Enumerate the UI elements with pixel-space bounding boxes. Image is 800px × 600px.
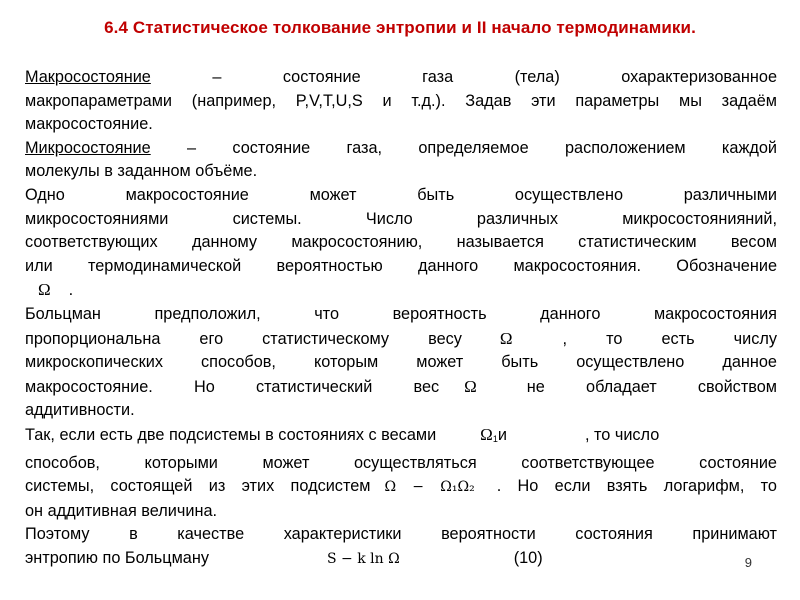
omega-symbol: Ω: [38, 280, 51, 300]
one-line2: микросостояниями системы. Число различных микросостоянияний,: [25, 209, 777, 228]
so-text: , то число: [584, 425, 660, 444]
so-line3: [25, 475, 777, 500]
one-line3: соответствующих данному макросостоянию, называется статистическим весом: [25, 233, 777, 252]
page-number: 9: [744, 555, 752, 570]
so-text: Так, если есть две подсистемы в состояниях с весами: [25, 425, 437, 444]
macro-definition: – состояние газа (тела) охарактеризованное: [212, 68, 777, 86]
so-line1: [25, 423, 777, 452]
equation-number: (10): [513, 548, 543, 567]
so-text: . Но если взять логарифм, то: [496, 477, 777, 496]
so-line2: способов, которыми может осуществляться соответствующее состояние: [25, 453, 777, 472]
entropy-formula: S − k ln Ω: [326, 550, 400, 567]
then-line2: [25, 547, 777, 572]
period: .: [68, 281, 74, 300]
macro-paragraph: [25, 66, 777, 90]
so-text: системы, состоящей из этих подсистем: [25, 477, 371, 496]
macro-line3: макросостояние.: [25, 115, 153, 134]
micro-term: Микросостояние: [25, 138, 151, 157]
one-line4: или термодинамической вероятностью данного макросостояния. Обозначение: [25, 256, 777, 275]
boltz-line5: аддитивности.: [25, 401, 135, 420]
macro-line2: макропараметрами (например, P,V,T,U,S и т.д.). Задав эти параметры мы задаём: [25, 91, 777, 110]
boltz-text: макросостояние. Но статистический вес: [25, 377, 440, 396]
boltz-text: не обладает свойством: [526, 377, 777, 396]
page-title: 6.4 Статистическое толкование энтропии и II начало термодинамики.: [104, 18, 696, 37]
so-text: и: [497, 425, 507, 444]
boltz-line1: Больцман предположил, что вероятность данного макросостояния: [25, 304, 777, 323]
main-text: [25, 66, 777, 571]
boltz-line4: [25, 375, 777, 400]
then-text: энтропию по Больцману: [25, 548, 209, 567]
omega-product-formula: Ω − Ω₁Ω₂: [384, 479, 475, 496]
boltz-text: пропорциональна его статистическому весу: [25, 329, 462, 348]
then-line1: Поэтому в качестве характеристики вероятности состояния принимают: [25, 525, 777, 544]
boltz-line2: [25, 327, 777, 352]
micro-definition: – состояние газа, определяемое расположением каждой: [187, 138, 777, 157]
micro-paragraph: [25, 137, 777, 161]
one-line1: Одно макросостояние может быть осуществлено различными: [25, 185, 777, 204]
omega-symbol: Ω: [499, 328, 513, 348]
boltz-text: , то есть числу: [562, 329, 777, 348]
so-line4: он аддитивная величина.: [25, 501, 218, 520]
boltz-line3: микроскопических способов, которым может быть осуществлено данное: [25, 353, 777, 372]
omega-symbol: Ω: [464, 376, 477, 396]
omega1-symbol: Ω: [480, 424, 493, 444]
macro-term: Макросостояние: [25, 68, 151, 86]
subscript: 1: [492, 433, 498, 444]
micro-line2: молекулы в заданном объёме.: [25, 162, 258, 181]
one-line5: [25, 278, 777, 303]
